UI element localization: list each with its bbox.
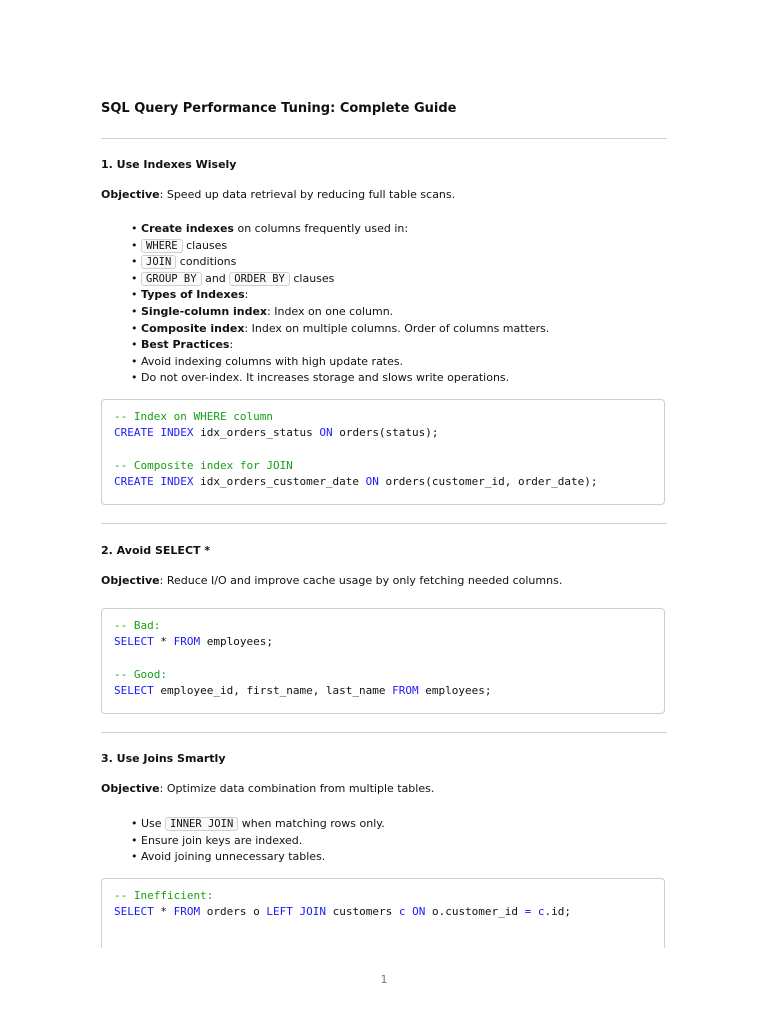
- section-3-bullet-list: [131, 816, 385, 866]
- inline-code: INNER JOIN: [165, 817, 238, 831]
- section-3-heading: 3. Use Joins Smartly: [101, 752, 226, 765]
- list-item: • JOIN conditions: [131, 255, 237, 269]
- code-block[interactable]: [101, 608, 665, 714]
- objective-text: : Speed up data retrieval by reducing full table scans.: [159, 188, 456, 201]
- section-2-heading: 2. Avoid SELECT *: [101, 544, 211, 557]
- section-2-objective: [101, 574, 562, 587]
- page-title: SQL Query Performance Tuning: Complete Guide: [101, 101, 457, 116]
- list-item: • Avoid joining unnecessary tables.: [131, 850, 326, 864]
- list-item: • Create indexes on columns frequently used in:: [131, 222, 409, 235]
- objective-label: Objective: [101, 188, 160, 201]
- code-line: SELECT * FROM orders o LEFT JOIN customers c ON o.customer_id = c.id;: [114, 905, 572, 919]
- divider: [101, 732, 667, 733]
- code-comment: -- Composite index for JOIN: [114, 458, 293, 472]
- divider: [101, 138, 667, 139]
- objective-text: : Reduce I/O and improve cache usage by only fetching needed columns.: [159, 574, 563, 587]
- list-item: • Ensure join keys are indexed.: [131, 833, 303, 847]
- code-blank-line: [114, 651, 652, 667]
- code-block[interactable]: [101, 399, 665, 505]
- code-comment: -- Index on WHERE column: [114, 410, 273, 423]
- objective-text: : Optimize data combination from multiple tables.: [159, 782, 435, 795]
- objective-label: Objective: [101, 574, 160, 587]
- list-item: • WHERE clauses: [131, 238, 228, 252]
- divider: [101, 523, 667, 524]
- code-comment: -- Inefficient:: [114, 889, 214, 902]
- inline-code: ORDER BY: [229, 272, 290, 286]
- list-item: • Single-column index: Index on one column.: [131, 304, 394, 318]
- list-item: • GROUP BY and ORDER BY clauses: [131, 271, 335, 285]
- list-item: • Use INNER JOIN when matching rows only.: [131, 817, 385, 830]
- code-line: CREATE INDEX idx_orders_customer_date ON orders(customer_id, order_date);: [114, 475, 598, 489]
- inline-code: GROUP BY: [141, 272, 202, 286]
- objective-label: Objective: [101, 782, 160, 795]
- code-line: SELECT employee_id, first_name, last_name FROM employees;: [114, 684, 492, 698]
- section-3-objective: [101, 782, 434, 795]
- code-line: CREATE INDEX idx_orders_status ON orders(status);: [114, 426, 439, 440]
- code-line: SELECT * FROM employees;: [114, 635, 273, 649]
- list-item: • Avoid indexing columns with high update rates.: [131, 354, 404, 368]
- inline-code: JOIN: [141, 255, 176, 269]
- page-number: 1: [380, 973, 388, 986]
- code-comment: -- Bad:: [114, 619, 161, 632]
- section-1-heading: 1. Use Indexes Wisely: [101, 158, 237, 171]
- code-comment: -- Good:: [114, 667, 167, 681]
- section-1-objective: [101, 188, 455, 201]
- list-item: • Types of Indexes:: [131, 288, 249, 302]
- list-item: • Do not over-index. It increases storage and slows write operations.: [131, 371, 510, 385]
- list-item: • Composite index: Index on multiple columns. Order of columns matters.: [131, 321, 550, 335]
- list-item: • Best Practices:: [131, 338, 234, 352]
- inline-code: WHERE: [141, 239, 183, 253]
- code-block[interactable]: [101, 878, 665, 948]
- code-blank-line: [114, 442, 652, 458]
- section-1-bullet-list: [131, 221, 549, 387]
